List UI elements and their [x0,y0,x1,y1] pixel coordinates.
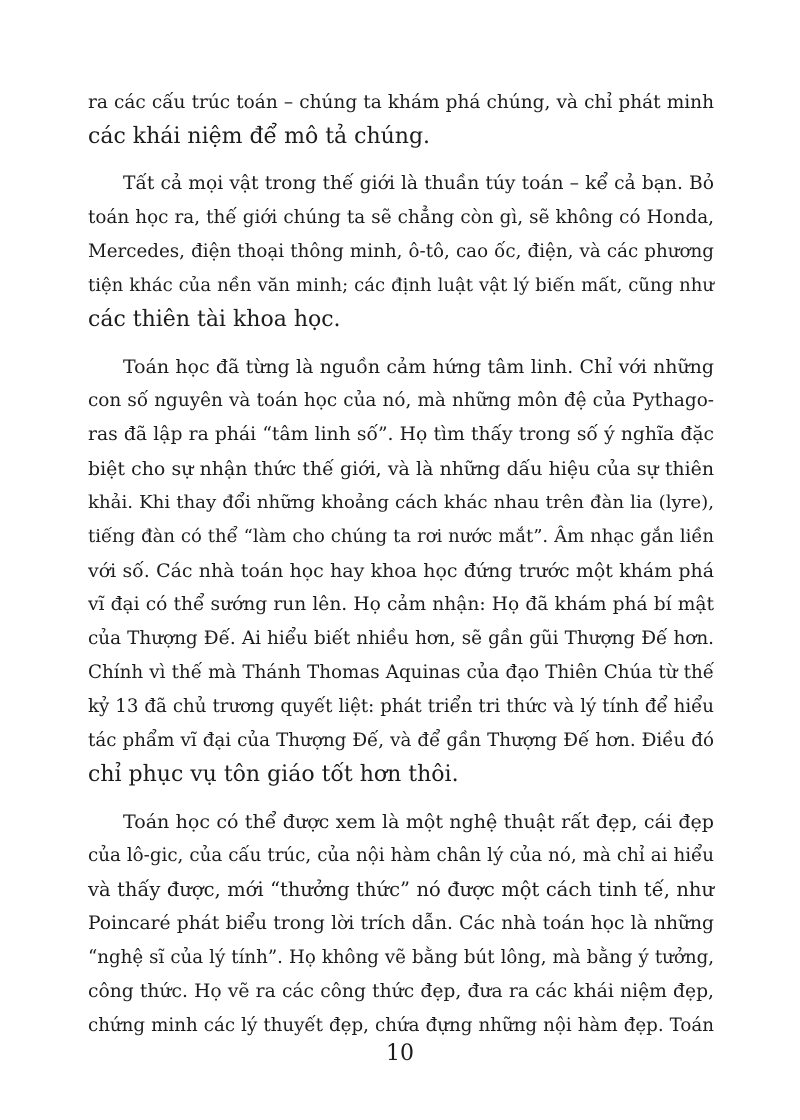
text-line: Toán học đã từng là nguồn cảm hứng tâm linh. Chỉ với những [123,356,714,378]
text-line: khải. Khi thay đổi những khoảng cách khác nhau trên đàn lia (lyre), [88,492,714,513]
text-line: Tất cả mọi vật trong thế giới là thuần túy toán – kể cả bạn. Bỏ [123,173,714,194]
text-line: “nghệ sĩ của lý tính”. Họ không vẽ bằng bút lông, mà bằng ý tưởng, [88,947,714,968]
text-line: Poincaré phát biểu trong lời trích dẫn. Các nhà toán học là những [88,913,714,934]
text-line: các khái niệm để mô tả chúng. [88,124,431,149]
text-line: tác phẩm vĩ đại của Thượng Đế, và để gần Thượng Đế hơn. Điều đó [88,730,714,751]
text-line: các thiên tài khoa học. [88,307,341,332]
body-text [88,86,714,1056]
page-number: 10 [386,1041,414,1066]
text-line: và thấy được, mới “thưởng thức” nó được một cách tinh tế, như [88,878,714,901]
text-line: toán học ra, thế giới chúng ta sẽ chẳng còn gì, sẽ không có Honda, [88,207,714,228]
text-line: ra các cấu trúc toán – chúng ta khám phá chúng, và chỉ phát minh [88,92,714,113]
text-line: biệt cho sự nhận thức thế giới, và là những dấu hiệu của sự thiên [88,458,714,480]
text-line: tiếng đàn có thể “làm cho chúng ta rơi nước mắt”. Âm nhạc gắn liền [88,526,714,547]
text-line: công thức. Họ vẽ ra các công thức đẹp, đưa ra các khái niệm đẹp, [88,981,714,1002]
text-line: của Thượng Đế. Ai hiểu biết nhiều hơn, sẽ gần gũi Thượng Đế hơn. [88,628,714,649]
text-line: tiện khác của nền văn minh; các định luật vật lý biến mất, cũng như [88,275,714,296]
text-line: chứng minh các lý thuyết đẹp, chứa đựng những nội hàm đẹp. Toán [88,1015,714,1036]
paragraph-3 [88,350,714,792]
text-line: chỉ phục vụ tôn giáo tốt hơn thôi. [88,762,459,787]
text-line: Chính vì thế mà Thánh Thomas Aquinas của đạo Thiên Chúa từ thế [88,662,714,683]
text-line: kỷ 13 đã chủ trương quyết liệt: phát triển tri thức và lý tính để hiểu [88,696,714,717]
text-line: ras đã lập ra phái “tâm linh số”. Họ tìm thấy trong số ý nghĩa đặc [88,424,714,445]
text-line: Toán học có thể được xem là một nghệ thuật rất đẹp, cái đẹp [123,811,714,833]
text-line: của lô-gic, của cấu trúc, của nội hàm chân lý của nó, mà chỉ ai hiểu [88,845,714,866]
text-line: Mercedes, điện thoại thông minh, ô-tô, cao ốc, điện, và các phương [88,241,714,262]
text-line: vĩ đại có thể sướng run lên. Họ cảm nhận: Họ đã khám phá bí mật [88,594,714,615]
text-line: con số nguyên và toán học của nó, mà những môn đệ của Pythago- [88,390,714,411]
text-line: với số. Các nhà toán học hay khoa học đứng trước một khám phá [88,560,714,582]
paragraph-1 [88,86,714,154]
paragraph-4 [88,805,714,1043]
paragraph-2 [88,167,714,337]
